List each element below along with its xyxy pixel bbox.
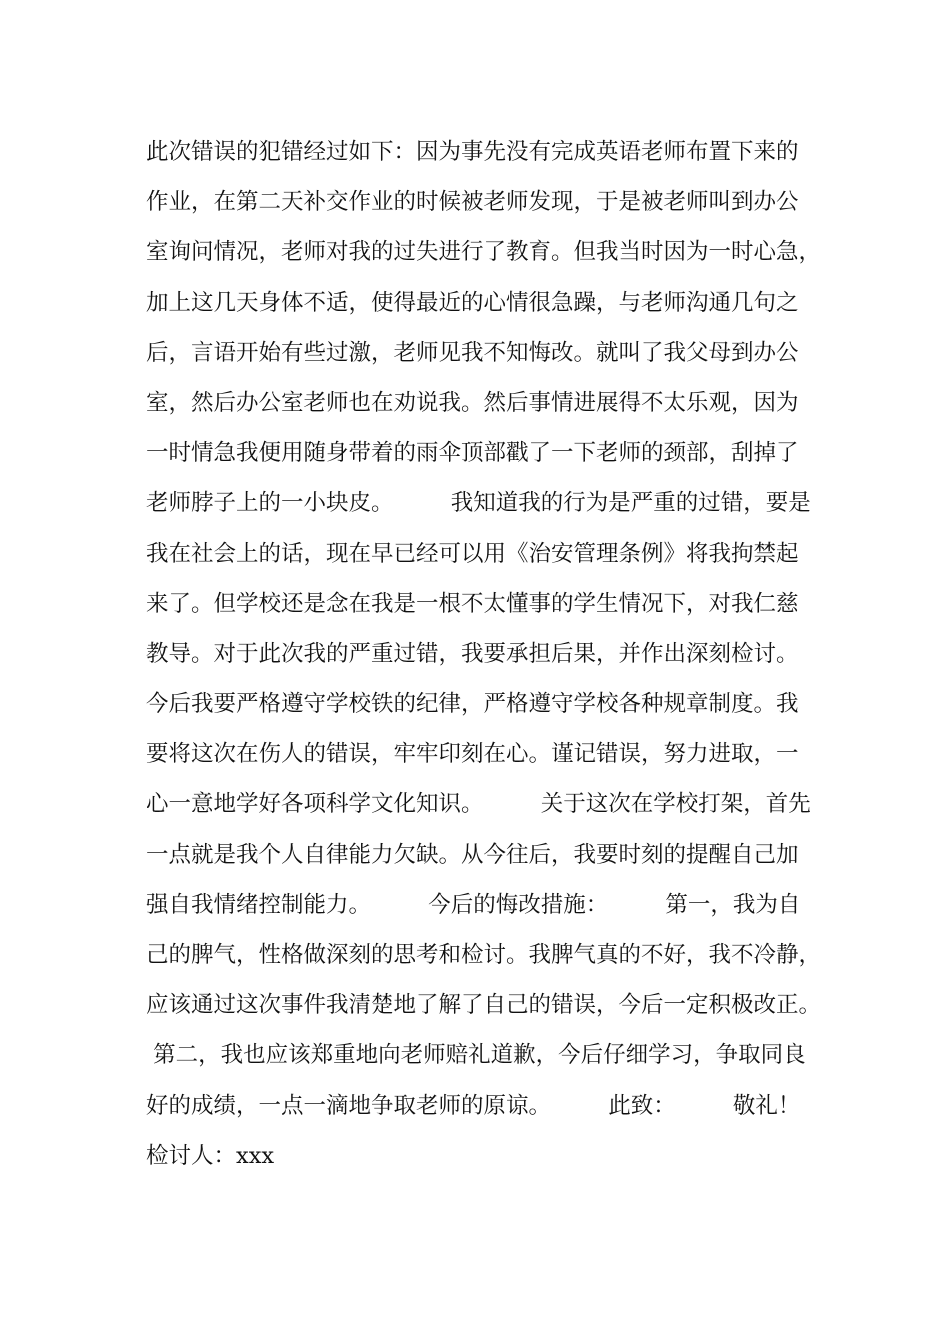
body-text	[146, 132, 836, 1186]
text-line-3: 室询问情况，老师对我的过失进行了教育。但我当时因为一时心急，	[146, 239, 822, 266]
text-line-13: 要将这次在伤人的错误，牢牢印刻在心。谨记错误，努力进取，一	[146, 741, 799, 768]
text-line-17: 己的脾气，性格做深刻的思考和检讨。我脾气真的不好，我不冷静，	[146, 942, 822, 968]
text-line-9: 我在社会上的话，现在早已经可以用《治安管理条例》将我拘禁起	[146, 540, 799, 567]
text-line-6: 室，然后办公室老师也在劝说我。然后事情进展得不太乐观，因为	[146, 389, 799, 416]
text-line-19: 第二，我也应该郑重地向老师赔礼道歉，今后仔细学习，争取同良	[146, 1042, 806, 1069]
text-line-15: 一点就是我个人自律能力欠缺。从今往后，我要时刻的提醒自己加	[146, 841, 799, 868]
text-line-16: 强自我情绪控制能力。 今后的悔改措施： 第一，我为自	[146, 891, 801, 918]
signature-line: 检讨人：xxx	[146, 1142, 275, 1169]
text-line-7: 一时情急我便用随身带着的雨伞顶部戳了一下老师的颈部，刮掉了	[146, 440, 799, 467]
text-line-8: 老师脖子上的一小块皮。 我知道我的行为是严重的过错，要是	[146, 490, 811, 517]
text-line-18: 应该通过这次事件我清楚地了解了自己的错误，今后一定积极改正。	[146, 992, 822, 1019]
text-line-14: 心一意地学好各项科学文化知识。 关于这次在学校打架，首先	[146, 791, 811, 818]
text-line-1: 此次错误的犯错经过如下：因为事先没有完成英语老师布置下来的	[146, 139, 799, 165]
text-line-10: 来了。但学校还是念在我是一根不太懂事的学生情况下，对我仁慈	[146, 590, 799, 617]
text-line-11: 教导。对于此次我的严重过错，我要承担后果，并作出深刻检讨。	[146, 640, 799, 667]
text-line-20: 好的成绩，一点一滴地争取老师的原谅。 此致： 敬礼！	[146, 1092, 801, 1119]
text-line-2: 作业，在第二天补交作业的时候被老师发现，于是被老师叫到办公	[146, 189, 799, 216]
text-line-5: 后，言语开始有些过激，老师见我不知悔改。就叫了我父母到办公	[146, 339, 799, 366]
text-line-4: 加上这几天身体不适，使得最近的心情很急躁，与老师沟通几句之	[146, 289, 799, 316]
text-line-12: 今后我要严格遵守学校铁的纪律，严格遵守学校各种规章制度。我	[146, 691, 799, 718]
